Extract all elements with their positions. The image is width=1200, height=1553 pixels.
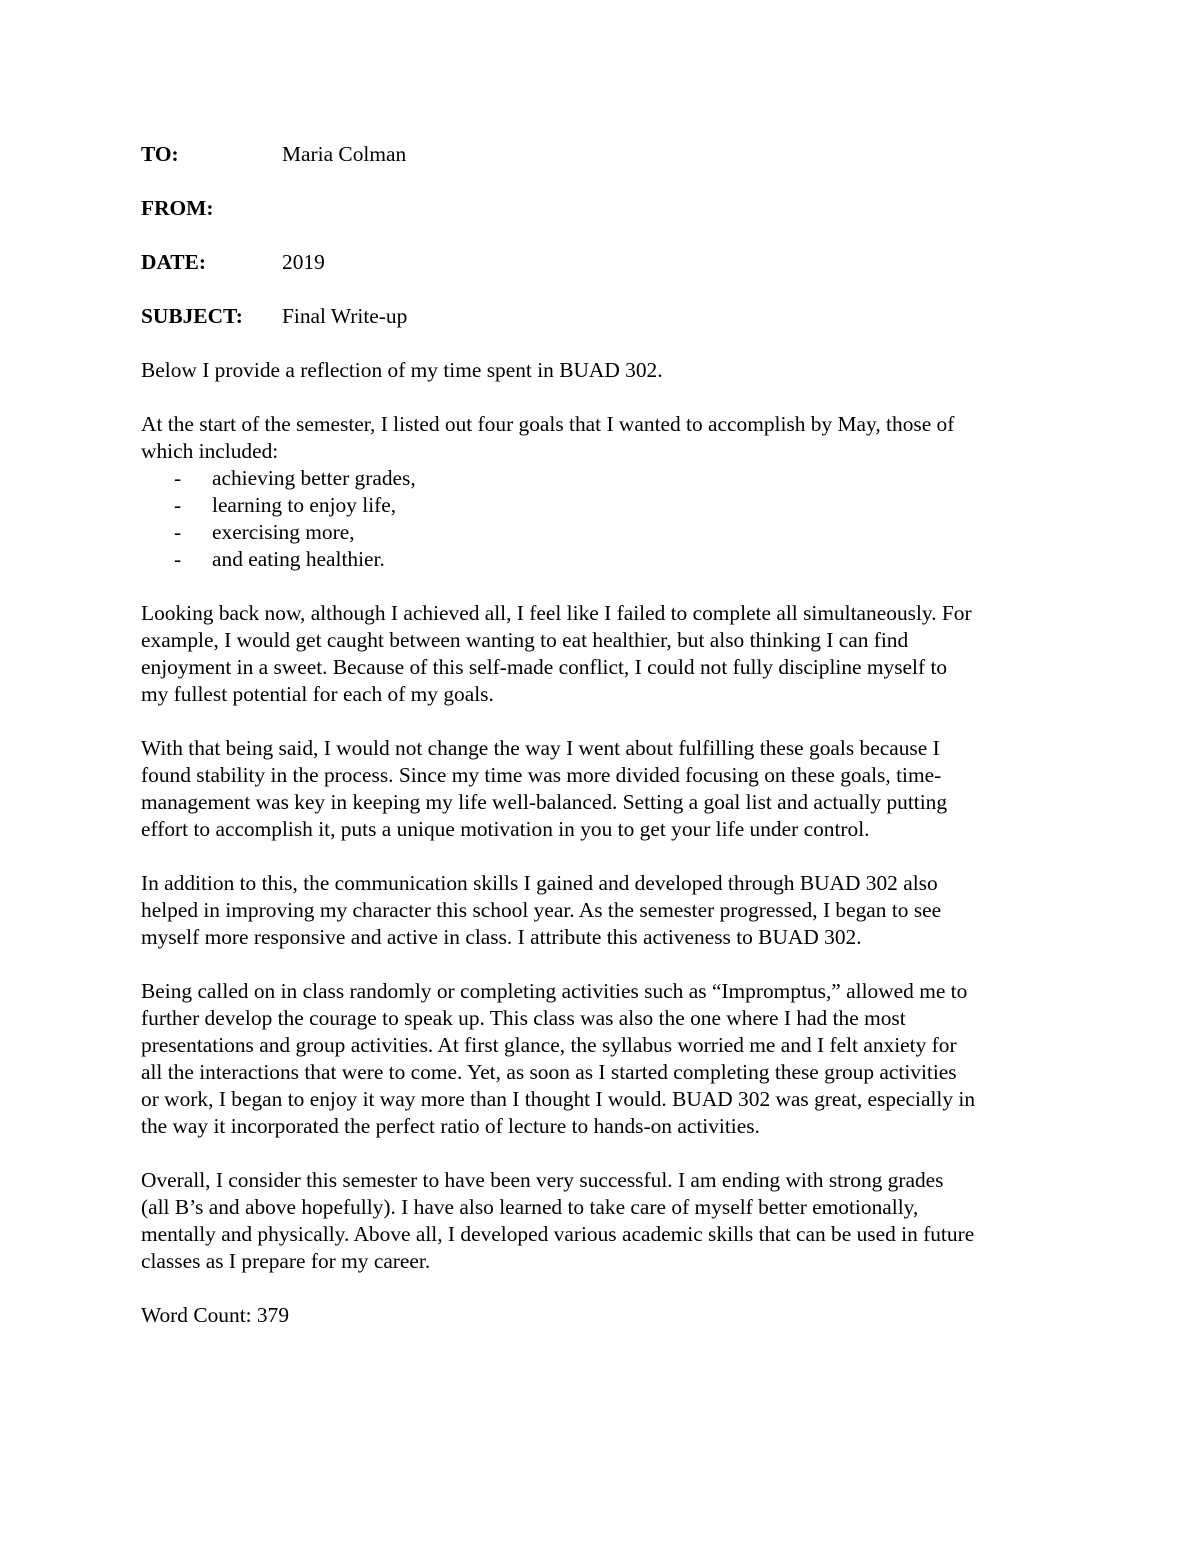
- list-dash: -: [174, 466, 182, 490]
- memo-subject-label: SUBJECT:: [141, 304, 243, 328]
- reflection-paragraph: [141, 870, 1066, 951]
- memo-date-label: DATE:: [141, 250, 206, 274]
- intro-line: Below I provide a reflection of my time spent in BUAD 302.: [141, 358, 663, 382]
- list-dash: -: [174, 520, 182, 544]
- text-line: presentations and group activities. At first glance, the syllabus worried me and I felt anxiety for: [141, 1033, 957, 1057]
- reflection-paragraph: [141, 600, 1066, 708]
- goal-text: achieving better grades,: [212, 466, 416, 490]
- goal-list-item: [141, 519, 1066, 546]
- goal-list-item: [141, 465, 1066, 492]
- word-count-paragraph: [141, 1302, 1066, 1329]
- intro-paragraph: [141, 357, 1066, 384]
- goal-list-item: [141, 492, 1066, 519]
- text-line: which included:: [141, 439, 279, 463]
- text-line: the way it incorporated the perfect ratio of lecture to hands-on activities.: [141, 1114, 760, 1138]
- memo-body: [141, 141, 1066, 1356]
- text-line: enjoyment in a sweet. Because of this self-made conflict, I could not fully discipline myself to: [141, 655, 948, 679]
- text-line: or work, I began to enjoy it way more than I thought I would. BUAD 302 was great, especially in: [141, 1087, 976, 1111]
- text-line: Being called on in class randomly or completing activities such as “Impromptus,” allowed me to: [141, 979, 968, 1003]
- text-line: helped in improving my character this school year. As the semester progressed, I began to see: [141, 898, 942, 922]
- goals-intro-paragraph: [141, 411, 1066, 465]
- list-dash: -: [174, 493, 182, 517]
- list-dash: -: [174, 547, 182, 571]
- memo-to-label: TO:: [141, 142, 179, 166]
- text-line: found stability in the process. Since my time was more divided focusing on these goals, time-: [141, 763, 942, 787]
- memo-date-row: [141, 249, 1066, 276]
- text-line: At the start of the semester, I listed out four goals that I wanted to accomplish by May, those of: [141, 412, 955, 436]
- word-count: Word Count: 379: [141, 1303, 290, 1327]
- text-line: In addition to this, the communication skills I gained and developed through BUAD 302 also: [141, 871, 938, 895]
- goal-text: exercising more,: [212, 520, 355, 544]
- text-line: With that being said, I would not change the way I went about fulfilling these goals because I: [141, 736, 940, 760]
- goal-list-item: [141, 546, 1066, 573]
- text-line: myself more responsive and active in class. I attribute this activeness to BUAD 302.: [141, 925, 862, 949]
- memo-from-label: FROM:: [141, 196, 214, 220]
- text-line: classes as I prepare for my career.: [141, 1249, 431, 1273]
- goal-list: [141, 465, 1066, 573]
- memo-to-row: [141, 141, 1066, 168]
- text-line: Overall, I consider this semester to have been very successful. I am ending with strong grades: [141, 1168, 944, 1192]
- memo-date-value: 2019: [282, 250, 325, 274]
- text-line: mentally and physically. Above all, I developed various academic skills that can be used in future: [141, 1222, 975, 1246]
- memo-subject-value: Final Write-up: [282, 304, 408, 328]
- text-line: further develop the courage to speak up. This class was also the one where I had the most: [141, 1006, 906, 1030]
- text-line: management was key in keeping my life well-balanced. Setting a goal list and actually putting: [141, 790, 948, 814]
- text-line: my fullest potential for each of my goals.: [141, 682, 494, 706]
- goal-text: and eating healthier.: [212, 547, 385, 571]
- reflection-paragraph: [141, 978, 1066, 1140]
- memo-from-row: [141, 195, 1066, 222]
- goal-text: learning to enjoy life,: [212, 493, 397, 517]
- text-line: Looking back now, although I achieved all, I feel like I failed to complete all simultaneously. For: [141, 601, 972, 625]
- memo-subject-row: [141, 303, 1066, 330]
- reflection-paragraph: [141, 1167, 1066, 1275]
- text-line: example, I would get caught between wanting to eat healthier, but also thinking I can find: [141, 628, 909, 652]
- text-line: (all B’s and above hopefully). I have also learned to take care of myself better emotionally,: [141, 1195, 919, 1219]
- memo-to-value: Maria Colman: [282, 142, 407, 166]
- text-line: all the interactions that were to come. Yet, as soon as I started completing these group activities: [141, 1060, 957, 1084]
- text-line: effort to accomplish it, puts a unique motivation in you to get your life under control.: [141, 817, 870, 841]
- reflection-paragraph: [141, 735, 1066, 843]
